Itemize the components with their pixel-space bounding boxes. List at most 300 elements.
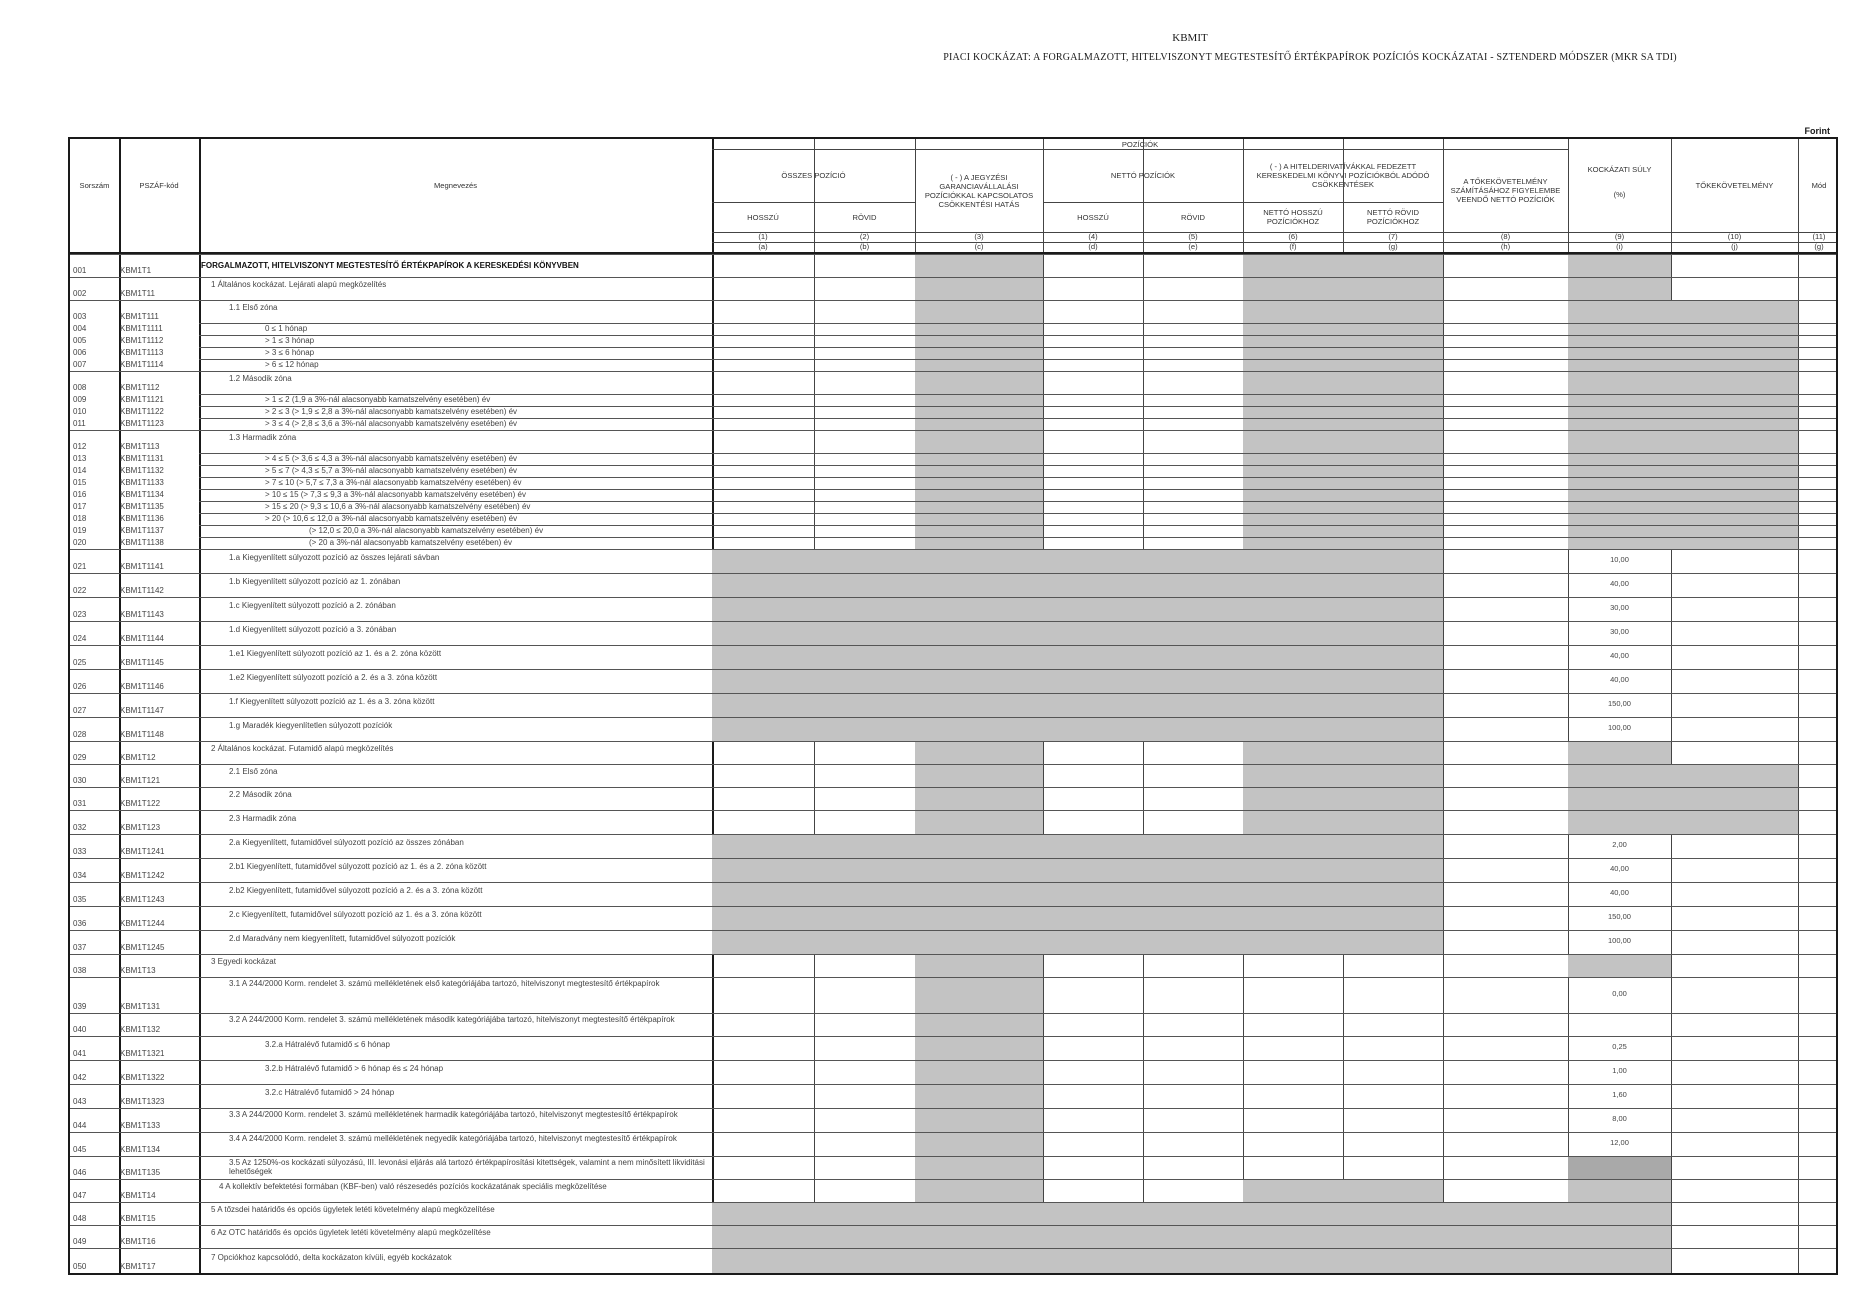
input-cell[interactable]	[1671, 1132, 1798, 1156]
input-cell[interactable]	[814, 254, 915, 277]
shaded-cell	[1243, 501, 1343, 513]
input-cell[interactable]	[814, 1156, 915, 1179]
input-cell[interactable]	[1143, 537, 1243, 549]
input-cell[interactable]	[1798, 1248, 1840, 1273]
input-cell[interactable]	[1443, 418, 1568, 430]
input-cell[interactable]	[1798, 347, 1840, 359]
input-cell[interactable]	[1143, 525, 1243, 537]
input-cell[interactable]	[1143, 1156, 1243, 1179]
input-cell[interactable]	[1798, 1084, 1840, 1108]
input-cell[interactable]	[1343, 1084, 1443, 1108]
input-cell[interactable]	[814, 465, 915, 477]
input-cell[interactable]	[814, 489, 915, 501]
input-cell[interactable]	[1798, 513, 1840, 525]
input-cell[interactable]	[1798, 418, 1840, 430]
input-cell[interactable]	[1671, 977, 1798, 1013]
shaded-cell	[1143, 573, 1243, 597]
input-cell[interactable]	[1671, 573, 1798, 597]
input-cell[interactable]	[1043, 418, 1143, 430]
input-cell[interactable]	[1443, 906, 1568, 930]
input-cell[interactable]	[712, 254, 814, 277]
input-cell[interactable]	[1443, 930, 1568, 954]
input-cell[interactable]	[1443, 300, 1568, 323]
input-cell[interactable]	[1343, 954, 1443, 977]
input-cell[interactable]	[1671, 1156, 1798, 1179]
input-cell[interactable]	[712, 977, 814, 1013]
input-cell[interactable]	[814, 371, 915, 394]
input-cell[interactable]	[814, 501, 915, 513]
input-cell[interactable]	[1671, 277, 1798, 300]
input-cell[interactable]	[1798, 858, 1840, 882]
input-cell[interactable]	[1043, 1084, 1143, 1108]
input-cell[interactable]	[1243, 1013, 1343, 1036]
input-cell[interactable]	[1143, 741, 1243, 764]
input-cell[interactable]	[1798, 477, 1840, 489]
input-cell[interactable]	[1143, 254, 1243, 277]
input-cell[interactable]	[1671, 1225, 1798, 1248]
input-cell[interactable]	[1443, 489, 1568, 501]
input-cell[interactable]	[1443, 335, 1568, 347]
input-cell[interactable]	[1443, 787, 1568, 810]
input-cell[interactable]	[1443, 359, 1568, 371]
input-cell[interactable]	[1671, 1013, 1798, 1036]
input-cell[interactable]	[1043, 1132, 1143, 1156]
input-cell[interactable]	[1671, 1202, 1798, 1225]
input-cell[interactable]	[1043, 254, 1143, 277]
input-cell[interactable]	[1798, 1013, 1840, 1036]
input-cell[interactable]	[1443, 525, 1568, 537]
input-cell[interactable]	[1043, 787, 1143, 810]
input-cell[interactable]	[1798, 669, 1840, 693]
input-cell[interactable]	[1043, 1108, 1143, 1132]
table-row	[70, 359, 1836, 371]
input-cell[interactable]	[1143, 418, 1243, 430]
input-cell[interactable]	[1443, 741, 1568, 764]
shaded-cell	[1243, 741, 1343, 764]
input-cell[interactable]	[1043, 537, 1143, 549]
input-cell[interactable]	[1443, 254, 1568, 277]
input-cell[interactable]	[814, 1179, 915, 1202]
shaded-cell	[814, 1202, 915, 1225]
input-cell[interactable]	[1143, 489, 1243, 501]
input-cell[interactable]	[1798, 930, 1840, 954]
input-cell[interactable]	[1443, 1013, 1568, 1036]
input-cell[interactable]	[1043, 1060, 1143, 1084]
input-cell[interactable]	[1798, 465, 1840, 477]
input-cell[interactable]	[712, 1179, 814, 1202]
input-cell[interactable]	[1798, 323, 1840, 335]
input-cell[interactable]	[712, 525, 814, 537]
input-cell[interactable]	[814, 1036, 915, 1060]
input-cell[interactable]	[814, 453, 915, 465]
input-cell[interactable]	[1798, 394, 1840, 406]
input-cell[interactable]	[1443, 277, 1568, 300]
input-cell[interactable]	[712, 1036, 814, 1060]
input-cell[interactable]	[712, 954, 814, 977]
shaded-cell	[1568, 1248, 1671, 1273]
input-cell[interactable]	[1798, 501, 1840, 513]
input-cell[interactable]	[712, 537, 814, 549]
input-cell[interactable]	[1043, 430, 1143, 453]
input-cell[interactable]	[1043, 1179, 1143, 1202]
input-cell[interactable]	[1443, 501, 1568, 513]
input-cell[interactable]	[1798, 573, 1840, 597]
input-cell[interactable]	[1798, 525, 1840, 537]
input-cell[interactable]	[712, 371, 814, 394]
risk-weight-value: 40,00	[1610, 888, 1629, 897]
input-cell[interactable]	[1798, 717, 1840, 741]
input-cell[interactable]	[1143, 810, 1243, 834]
input-cell[interactable]	[1671, 954, 1798, 977]
input-cell[interactable]	[1243, 1108, 1343, 1132]
input-cell[interactable]	[712, 810, 814, 834]
input-cell[interactable]	[1143, 787, 1243, 810]
input-cell[interactable]	[814, 810, 915, 834]
input-cell[interactable]	[1798, 693, 1840, 717]
input-cell[interactable]	[1443, 669, 1568, 693]
input-cell[interactable]	[1798, 335, 1840, 347]
input-cell[interactable]	[1798, 1108, 1840, 1132]
input-cell[interactable]	[1043, 810, 1143, 834]
input-cell[interactable]	[1671, 669, 1798, 693]
input-cell[interactable]	[814, 430, 915, 453]
row-code: KBM1T1141	[120, 562, 164, 571]
input-cell[interactable]	[1043, 465, 1143, 477]
input-cell[interactable]	[1443, 465, 1568, 477]
input-cell[interactable]	[1043, 1156, 1143, 1179]
input-cell[interactable]	[814, 359, 915, 371]
input-cell[interactable]	[1143, 1060, 1243, 1084]
input-cell[interactable]	[1143, 453, 1243, 465]
input-cell[interactable]	[814, 977, 915, 1013]
input-cell[interactable]	[1671, 834, 1798, 858]
input-cell[interactable]	[1798, 954, 1840, 977]
input-cell[interactable]	[1043, 513, 1143, 525]
input-cell[interactable]	[1143, 1013, 1243, 1036]
input-cell[interactable]	[814, 537, 915, 549]
shaded-cell	[814, 549, 915, 573]
input-cell[interactable]	[1143, 335, 1243, 347]
input-cell[interactable]	[712, 430, 814, 453]
input-cell[interactable]	[814, 300, 915, 323]
input-cell[interactable]	[1798, 254, 1840, 277]
input-cell[interactable]	[1671, 1248, 1798, 1273]
input-cell[interactable]	[1443, 621, 1568, 645]
input-cell[interactable]	[1043, 954, 1143, 977]
row-label: (> 12,0 ≤ 20,0 a 3%-nál alacsonyabb kamatszelvény esetében) év	[309, 526, 544, 535]
input-cell[interactable]	[1798, 406, 1840, 418]
input-cell[interactable]	[1343, 1013, 1443, 1036]
input-cell[interactable]	[1043, 501, 1143, 513]
input-cell[interactable]	[1143, 371, 1243, 394]
input-cell[interactable]	[712, 489, 814, 501]
row-code: KBM1T16	[120, 1237, 156, 1246]
input-cell[interactable]	[1443, 537, 1568, 549]
input-cell[interactable]	[1798, 645, 1840, 669]
input-cell[interactable]	[814, 1132, 915, 1156]
input-cell[interactable]	[1443, 1060, 1568, 1084]
input-cell[interactable]	[712, 787, 814, 810]
input-cell[interactable]	[1798, 1036, 1840, 1060]
input-cell[interactable]	[814, 525, 915, 537]
shaded-cell	[915, 359, 1043, 371]
input-cell[interactable]	[1143, 1179, 1243, 1202]
input-cell[interactable]	[1343, 1060, 1443, 1084]
input-cell[interactable]	[814, 1013, 915, 1036]
input-cell[interactable]	[814, 1060, 915, 1084]
input-cell[interactable]	[1443, 573, 1568, 597]
input-cell[interactable]	[1798, 277, 1840, 300]
input-cell[interactable]	[1443, 597, 1568, 621]
input-cell[interactable]	[1443, 1132, 1568, 1156]
input-cell[interactable]	[1443, 1156, 1568, 1179]
input-cell[interactable]	[1798, 1156, 1840, 1179]
input-cell[interactable]	[1798, 621, 1840, 645]
row-code: KBM1T1123	[120, 419, 164, 428]
input-cell[interactable]	[1443, 645, 1568, 669]
input-cell[interactable]	[712, 1132, 814, 1156]
input-cell[interactable]	[1243, 1084, 1343, 1108]
input-cell[interactable]	[1443, 513, 1568, 525]
input-cell[interactable]	[814, 394, 915, 406]
input-cell[interactable]	[1443, 371, 1568, 394]
input-cell[interactable]	[712, 323, 814, 335]
input-cell[interactable]	[1798, 787, 1840, 810]
input-cell[interactable]	[1043, 477, 1143, 489]
input-cell[interactable]	[1143, 347, 1243, 359]
input-cell[interactable]	[712, 394, 814, 406]
input-cell[interactable]	[1043, 764, 1143, 787]
input-cell[interactable]	[1798, 300, 1840, 323]
input-cell[interactable]	[1798, 359, 1840, 371]
input-cell[interactable]	[1443, 1179, 1568, 1202]
input-cell[interactable]	[1798, 549, 1840, 573]
input-cell[interactable]	[1143, 1108, 1243, 1132]
input-cell[interactable]	[1243, 1060, 1343, 1084]
input-cell[interactable]	[712, 1013, 814, 1036]
input-cell[interactable]	[1671, 1108, 1798, 1132]
input-cell[interactable]	[1443, 1108, 1568, 1132]
input-cell[interactable]	[1243, 954, 1343, 977]
shaded-cell	[1568, 465, 1671, 477]
input-cell[interactable]	[1671, 1084, 1798, 1108]
input-cell[interactable]	[1143, 1036, 1243, 1060]
input-cell[interactable]	[1443, 977, 1568, 1013]
input-cell[interactable]	[1443, 406, 1568, 418]
input-cell[interactable]	[1798, 537, 1840, 549]
input-cell[interactable]	[1043, 977, 1143, 1013]
input-cell[interactable]	[712, 465, 814, 477]
input-cell[interactable]	[1143, 764, 1243, 787]
input-cell[interactable]	[1143, 1084, 1243, 1108]
input-cell[interactable]	[1443, 394, 1568, 406]
input-cell[interactable]	[1443, 810, 1568, 834]
input-cell[interactable]	[1798, 906, 1840, 930]
input-cell[interactable]	[1798, 453, 1840, 465]
shaded-cell	[1343, 465, 1443, 477]
input-cell[interactable]	[814, 347, 915, 359]
row-number: 044	[73, 1121, 87, 1130]
input-cell[interactable]	[1798, 1202, 1840, 1225]
input-cell[interactable]	[712, 406, 814, 418]
input-cell[interactable]	[1043, 347, 1143, 359]
input-cell[interactable]	[1671, 1179, 1798, 1202]
input-cell[interactable]	[1671, 882, 1798, 906]
input-cell[interactable]	[712, 741, 814, 764]
input-cell[interactable]	[1671, 906, 1798, 930]
input-cell[interactable]	[814, 1108, 915, 1132]
input-cell[interactable]	[712, 300, 814, 323]
input-cell[interactable]	[1243, 1156, 1343, 1179]
input-cell[interactable]	[712, 347, 814, 359]
input-cell[interactable]	[1798, 430, 1840, 453]
input-cell[interactable]	[814, 335, 915, 347]
input-cell[interactable]	[1443, 954, 1568, 977]
input-cell[interactable]	[814, 277, 915, 300]
input-cell[interactable]	[1798, 1179, 1840, 1202]
input-cell[interactable]	[1143, 977, 1243, 1013]
input-cell[interactable]	[1443, 347, 1568, 359]
input-cell[interactable]	[1143, 501, 1243, 513]
input-cell[interactable]	[1043, 323, 1143, 335]
col-letter: (a)	[758, 242, 768, 251]
input-cell[interactable]	[1143, 430, 1243, 453]
input-cell[interactable]	[1143, 277, 1243, 300]
input-cell[interactable]	[712, 501, 814, 513]
input-cell[interactable]	[1798, 371, 1840, 394]
input-cell[interactable]	[814, 954, 915, 977]
input-cell[interactable]	[1343, 1156, 1443, 1179]
input-cell[interactable]	[1671, 645, 1798, 669]
input-cell[interactable]	[1143, 359, 1243, 371]
input-cell[interactable]	[814, 477, 915, 489]
input-cell[interactable]	[1671, 621, 1798, 645]
input-cell[interactable]	[1798, 1225, 1840, 1248]
input-cell[interactable]	[1143, 513, 1243, 525]
input-cell[interactable]	[1143, 477, 1243, 489]
input-cell[interactable]	[712, 477, 814, 489]
input-cell[interactable]	[1343, 1132, 1443, 1156]
input-cell[interactable]	[1671, 597, 1798, 621]
input-cell[interactable]	[712, 513, 814, 525]
input-cell[interactable]	[1798, 597, 1840, 621]
input-cell[interactable]	[1798, 977, 1840, 1013]
input-cell[interactable]	[1243, 1036, 1343, 1060]
input-cell[interactable]	[814, 1084, 915, 1108]
input-cell[interactable]	[712, 453, 814, 465]
input-cell[interactable]	[712, 277, 814, 300]
input-cell[interactable]	[1143, 323, 1243, 335]
input-cell[interactable]	[814, 418, 915, 430]
input-cell[interactable]	[1143, 1132, 1243, 1156]
input-cell[interactable]	[1043, 335, 1143, 347]
input-cell[interactable]	[814, 323, 915, 335]
input-cell[interactable]	[1043, 1036, 1143, 1060]
input-cell[interactable]	[1443, 834, 1568, 858]
input-cell[interactable]	[712, 335, 814, 347]
input-cell[interactable]	[1798, 834, 1840, 858]
input-cell[interactable]	[1443, 764, 1568, 787]
input-cell[interactable]	[1798, 764, 1840, 787]
input-cell[interactable]	[712, 1084, 814, 1108]
input-cell[interactable]	[1043, 394, 1143, 406]
input-cell[interactable]	[1671, 693, 1798, 717]
input-cell[interactable]	[1043, 525, 1143, 537]
input-cell[interactable]	[1443, 477, 1568, 489]
input-cell[interactable]	[1798, 489, 1840, 501]
row-number: 039	[73, 1002, 87, 1011]
input-cell[interactable]	[1798, 882, 1840, 906]
input-cell[interactable]	[712, 1156, 814, 1179]
input-cell[interactable]	[1671, 1036, 1798, 1060]
input-cell[interactable]	[1443, 693, 1568, 717]
input-cell[interactable]	[1443, 717, 1568, 741]
input-cell[interactable]	[1343, 1108, 1443, 1132]
input-cell[interactable]	[712, 418, 814, 430]
input-cell[interactable]	[1443, 453, 1568, 465]
input-cell[interactable]	[1798, 1060, 1840, 1084]
input-cell[interactable]	[1043, 406, 1143, 418]
input-cell[interactable]	[1143, 406, 1243, 418]
col-letter: (j)	[1731, 242, 1738, 251]
input-cell[interactable]	[1671, 717, 1798, 741]
input-cell[interactable]	[1798, 741, 1840, 764]
input-cell[interactable]	[1443, 1084, 1568, 1108]
input-cell[interactable]	[1043, 359, 1143, 371]
input-cell[interactable]	[712, 1108, 814, 1132]
input-cell[interactable]	[1443, 323, 1568, 335]
input-cell[interactable]	[1671, 1060, 1798, 1084]
input-cell[interactable]	[1443, 858, 1568, 882]
input-cell[interactable]	[1671, 741, 1798, 764]
input-cell[interactable]	[1798, 1132, 1840, 1156]
input-cell[interactable]	[1243, 1132, 1343, 1156]
input-cell[interactable]	[712, 764, 814, 787]
input-cell[interactable]	[814, 406, 915, 418]
input-cell[interactable]	[1443, 549, 1568, 573]
input-cell[interactable]	[1671, 930, 1798, 954]
input-cell[interactable]	[1343, 1036, 1443, 1060]
input-cell[interactable]	[712, 1060, 814, 1084]
input-cell[interactable]	[1671, 254, 1798, 277]
input-cell[interactable]	[814, 764, 915, 787]
input-cell[interactable]	[1798, 810, 1840, 834]
shaded-cell	[1343, 477, 1443, 489]
input-cell[interactable]	[712, 359, 814, 371]
input-cell[interactable]	[814, 787, 915, 810]
input-cell[interactable]	[1043, 300, 1143, 323]
input-cell[interactable]	[1043, 489, 1143, 501]
input-cell[interactable]	[1143, 300, 1243, 323]
input-cell[interactable]	[1443, 430, 1568, 453]
input-cell[interactable]	[814, 513, 915, 525]
input-cell[interactable]	[1671, 549, 1798, 573]
input-cell[interactable]	[1143, 465, 1243, 477]
input-cell[interactable]	[1043, 371, 1143, 394]
input-cell[interactable]	[1671, 858, 1798, 882]
input-cell[interactable]	[1443, 882, 1568, 906]
input-cell[interactable]	[1243, 977, 1343, 1013]
input-cell[interactable]	[1343, 977, 1443, 1013]
input-cell[interactable]	[814, 741, 915, 764]
input-cell[interactable]	[1143, 954, 1243, 977]
input-cell[interactable]	[1043, 277, 1143, 300]
input-cell[interactable]	[1043, 1013, 1143, 1036]
input-cell[interactable]	[1043, 453, 1143, 465]
input-cell[interactable]	[1043, 741, 1143, 764]
input-cell[interactable]	[1443, 1036, 1568, 1060]
input-cell[interactable]	[1143, 394, 1243, 406]
